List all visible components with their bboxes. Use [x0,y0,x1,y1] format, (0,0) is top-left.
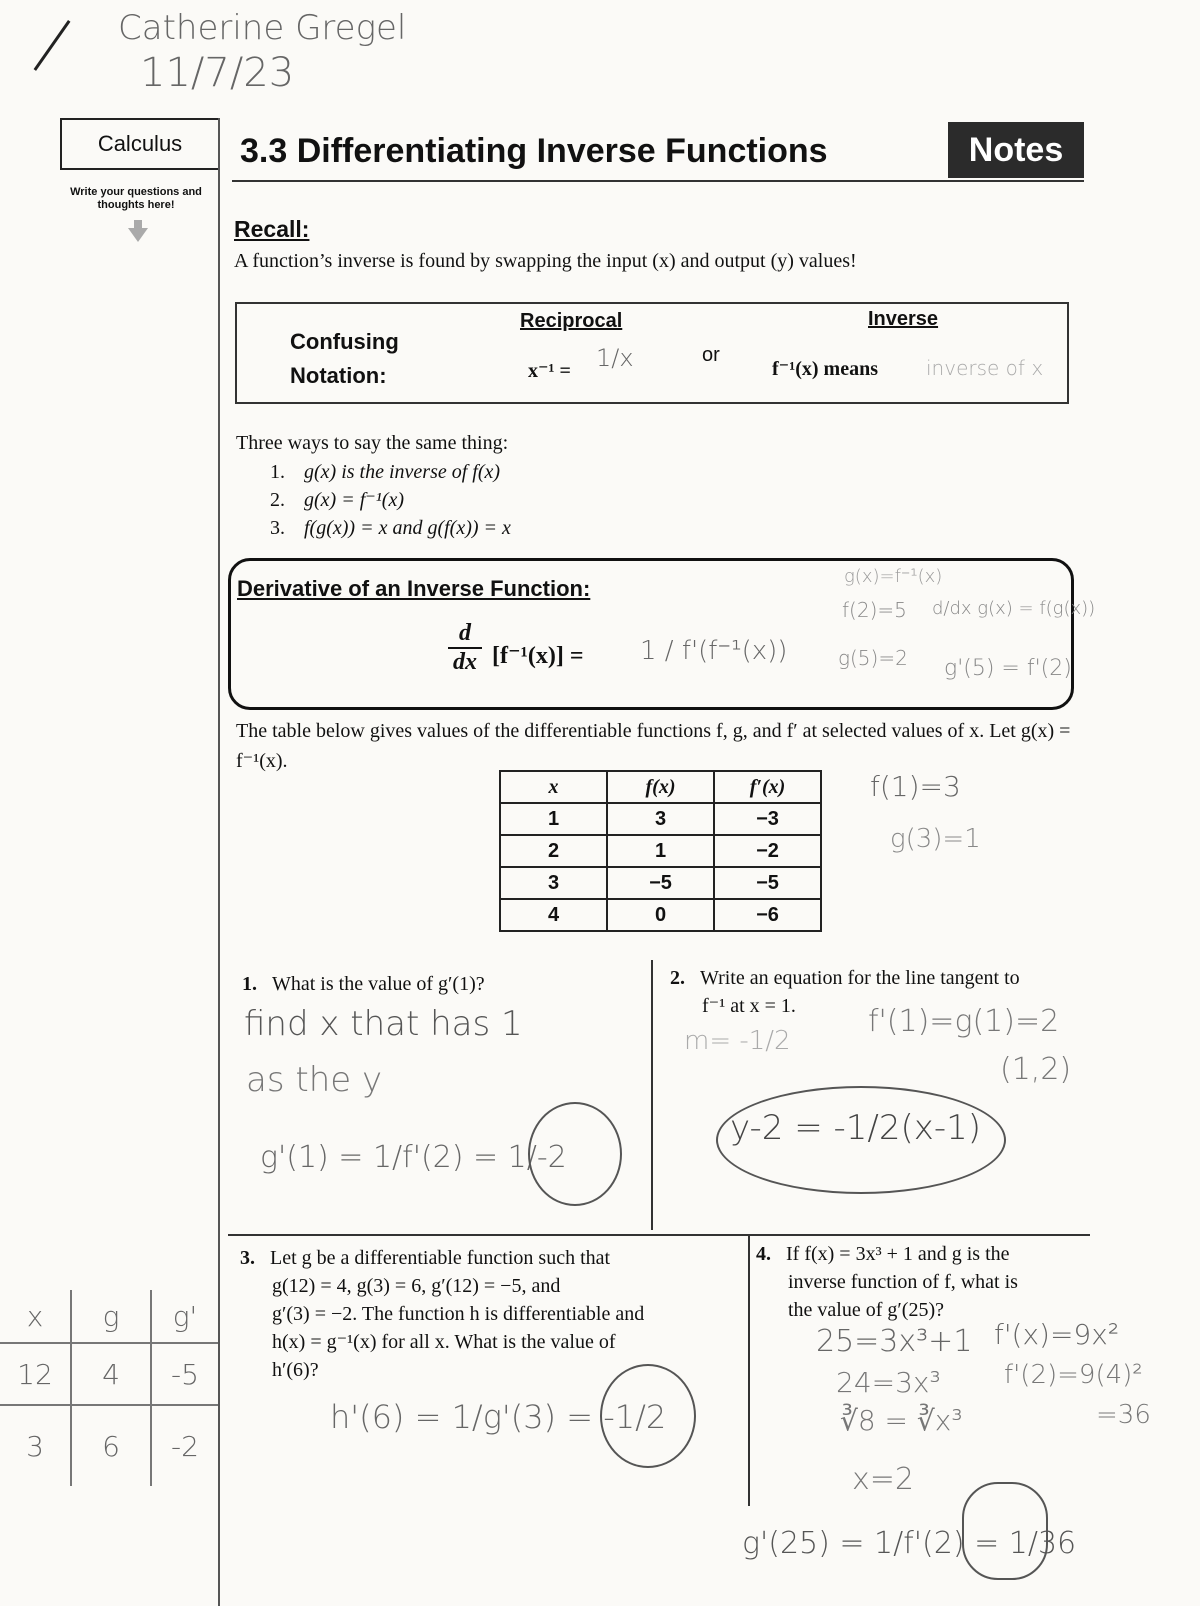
down-arrow-icon [128,228,148,242]
table-row [0,1405,218,1486]
table-header-cell: x [500,771,607,803]
list-item [270,486,511,514]
q2-handwritten-slope: m= -1/2 [684,1026,791,1056]
question-text: f⁻¹ at x = 1. [702,995,796,1017]
margin-divider [218,118,220,1606]
table-cell: 1 [607,835,714,867]
table-cell: 2 [500,835,607,867]
q2-handwritten-point: f'(1)=g(1)=2 [868,1004,1060,1039]
question-text: g′(3) = −2. The function h is differentiable and [272,1303,645,1325]
title-divider [232,180,1084,182]
q4-handwritten-line4: x=2 [852,1462,914,1497]
notation-label [290,325,399,393]
derivative-side-note-1: g(x)=f⁻¹(x) [844,566,943,587]
values-table [499,770,822,932]
table-header-cell: g [71,1290,151,1343]
derivative-handwritten: 1 / f'(f⁻¹(x)) [640,636,788,666]
derivative-numerator: d [448,620,482,649]
derivative-operator [448,620,482,676]
handwritten-date: 11/7/23 [140,50,295,96]
question-text: What is the value of g′(1)? [272,973,485,995]
q4-answer-circle [962,1482,1048,1580]
notation-label-line1: Confusing [290,329,399,354]
table-row [500,803,821,835]
derivative-side-note-3: g(5)=2 [838,646,908,670]
q1-handwritten-line1: find x that has 1 [244,1004,523,1044]
q2-handwritten-answer: y-2 = -1/2(x-1) [730,1108,982,1148]
q4-handwritten-deriv1: f'(x)=9x² [994,1318,1120,1351]
table-cell: 0 [607,899,714,931]
derivative-denominator: dx [453,649,477,675]
question-number: 3. [240,1247,255,1269]
list-item [270,458,511,486]
table-intro: The table below gives values of the differentiable functions f, g, and f′ at selected values of x. Let g(x) = f⁻¹(x). [236,720,1071,772]
table-cell: −5 [607,867,714,899]
table-cell: 4 [71,1343,151,1405]
table-row [0,1343,218,1405]
notation-label-line2: Notation: [290,363,387,388]
derivative-side-note-5: g'(5) = f'(2) [944,656,1072,681]
course-label: Calculus [60,118,220,170]
q4-handwritten-line3: ∛8 = ∛x³ [840,1404,963,1437]
table-row [500,899,821,931]
table-cell: −3 [714,803,821,835]
table-cell: 3 [500,867,607,899]
handwritten-name: Catherine Gregel [118,8,407,48]
derivative-expression: [f⁻¹(x)] = [492,643,584,669]
q4-handwritten-answer: g'(25) = 1/f'(2) = 1/36 [742,1526,1077,1561]
table-cell: 1 [500,803,607,835]
table-row [500,835,821,867]
reciprocal-handwritten: 1/x [596,344,634,372]
table-cell: −2 [714,835,821,867]
table-header-cell: g' [151,1290,218,1343]
derivative-heading: Derivative of an Inverse Function: [237,576,591,601]
question-text: h(x) = g⁻¹(x) for all x. What is the value of [272,1331,616,1353]
table-side-note-2: g(3)=1 [890,824,981,854]
or-word: or [702,344,720,366]
table-row [500,867,821,899]
recall-text: A function’s inverse is found by swapping the input (x) and output (y) values! [234,250,857,272]
item-text: f(g(x)) = x and g(f(x)) = x [304,517,511,539]
notes-badge: Notes [948,122,1084,178]
list-item [270,514,511,542]
table-cell: 3 [607,803,714,835]
question-text: g(12) = 4, g(3) = 6, g′(12) = −5, and [272,1275,561,1297]
q3-handwritten-work: h'(6) = 1/g'(3) = -1/2 [330,1398,667,1436]
recall-heading: Recall: [234,216,310,242]
question-divider-vertical-bottom [748,1236,750,1506]
item-number: 2. [270,489,285,511]
table-cell: 6 [71,1405,151,1486]
table-cell: 12 [0,1343,71,1405]
table-cell: -2 [171,1429,199,1463]
question-divider-horizontal [228,1234,1090,1236]
page-title: 3.3 Differentiating Inverse Functions [240,132,828,170]
inverse-heading: Inverse [868,308,939,330]
question-text: Let g be a differentiable function such that [270,1247,611,1269]
table-cell: −5 [714,867,821,899]
derivative-side-note-4: d/dx g(x) = f(g(x)) [932,598,1096,619]
question-3 [240,1244,740,1384]
q1-handwritten-work: g'(1) = 1/f'(2) = 1/-2 [260,1140,567,1175]
question-text: If f(x) = 3x³ + 1 and g is the [786,1243,1010,1265]
margin-prompt: Write your questions and thoughts here! [70,186,202,211]
question-number: 4. [756,1243,771,1265]
item-number: 1. [270,461,285,483]
table-cell: 3 [0,1405,71,1486]
q3-answer-circle [600,1364,696,1468]
item-text: g(x) is the inverse of f(x) [304,461,501,483]
q4-handwritten-deriv2: f'(2)=9(4)² [1004,1360,1143,1390]
question-text: h′(6)? [272,1359,319,1381]
table-cell: -5 [151,1343,218,1405]
q2-answer-circle [716,1086,1006,1194]
q1-answer-circle [528,1102,622,1206]
question-number: 1. [242,973,257,995]
question-divider-vertical-top [651,960,653,1230]
table-header-cell: f(x) [607,771,714,803]
three-ways-heading: Three ways to say the same thing: [236,432,509,454]
pen-slash-mark [34,20,71,71]
q2-handwritten-point2: (1,2) [1000,1052,1072,1087]
question-text: the value of g′(25)? [788,1299,944,1321]
table-header-row [0,1290,218,1343]
question-text: Write an equation for the line tangent to [700,967,1020,989]
item-text: g(x) = f⁻¹(x) [304,489,404,511]
q1-handwritten-line2: as the y [246,1060,383,1100]
table-header-cell: f′(x) [714,771,821,803]
table-cell: 4 [500,899,607,931]
table-header-row [500,771,821,803]
question-4 [756,1240,1096,1324]
derivative-side-note-2: f(2)=5 [842,598,907,622]
q4-handwritten-line1: 25=3x³+1 [816,1324,973,1359]
reciprocal-expression: x⁻¹ = [528,360,571,382]
table-header-cell: x [0,1290,71,1343]
reciprocal-heading: Reciprocal [520,310,623,332]
table-cell: −6 [714,899,821,931]
inverse-expression: f⁻¹(x) means [772,358,878,380]
table-side-note-1: f(1)=3 [870,770,961,803]
question-1 [242,970,642,998]
question-text: inverse function of f, what is [788,1271,1018,1293]
q4-handwritten-deriv3: =36 [1096,1400,1151,1430]
three-ways-list [270,458,511,542]
question-number: 2. [670,967,685,989]
q4-handwritten-line2: 24=3x³ [836,1366,941,1399]
side-handwritten-table [0,1290,218,1486]
inverse-handwritten: inverse of x [926,356,1044,380]
item-number: 3. [270,517,285,539]
